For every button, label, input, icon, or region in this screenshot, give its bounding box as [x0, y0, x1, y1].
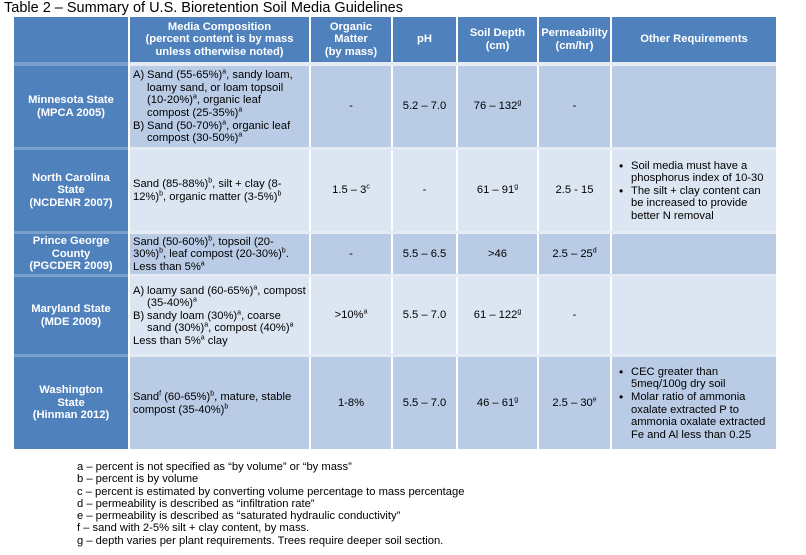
organic-maryland: >10%$^a$	[311, 277, 391, 354]
organic-prince-george: -	[311, 234, 391, 274]
footnote-c: c – percent is estimated by converting volume percentage to mass percentage	[77, 485, 465, 498]
state-maryland: Maryland State (MDE 2009)	[14, 277, 128, 354]
ph-prince-george: 5.5 – 6.5	[393, 234, 456, 274]
depth-prince-george: >46	[458, 234, 537, 274]
perm-maryland: -	[539, 277, 610, 354]
footnote-d: d – permeability is described as “infiltration rate”	[77, 497, 315, 510]
depth-north-carolina: 61 – 91$^g$	[458, 150, 537, 231]
list-item: • Molar ratio of ammonia oxalate extracted P to ammonia oxalate extracted Fe and Al less than 0.25	[631, 391, 773, 441]
header-organic-matter: Organic Matter (by mass)	[311, 17, 391, 62]
state-washington: Washington State (Hinman 2012)	[14, 357, 128, 449]
footnote-f: f – sand with 2-5% silt + clay content, by mass.	[77, 522, 310, 535]
other-maryland	[612, 277, 776, 354]
ph-washington: 5.5 – 7.0	[393, 357, 456, 449]
other-minnesota	[612, 66, 776, 147]
ph-minnesota: 5.2 – 7.0	[393, 66, 456, 147]
other-washington	[612, 357, 776, 449]
header-blank	[14, 17, 128, 62]
state-minnesota: Minnesota State (MPCA 2005)	[14, 66, 128, 147]
footnote-g: g – depth varies per plant requirements. Trees require deeper soil section.	[77, 534, 444, 547]
header-permeability: Permeability (cm/hr)	[539, 17, 610, 62]
list-item: • The silt + clay content can be increased to provide better N removal	[631, 185, 773, 223]
ph-maryland: 5.5 – 7.0	[393, 277, 456, 354]
other-north-carolina	[612, 150, 776, 231]
media-north-carolina: Sand $(85-88\%)^b$, silt + clay $(8-12\%)^b$, organic matter $(3-5\%)^b$	[130, 150, 309, 231]
perm-minnesota: -	[539, 66, 610, 147]
guidelines-table	[14, 17, 806, 449]
perm-north-carolina: 2.5 - 15	[539, 150, 610, 231]
depth-maryland: 61 – 122$^g$	[458, 277, 537, 354]
list-item: • Soil media must have a phosphorus index of 10-30	[631, 160, 773, 185]
table-caption: Table 2 – Summary of U.S. Bioretention Soil Media Guidelines	[4, 0, 403, 16]
depth-washington: 46 – 61$^g$	[458, 357, 537, 449]
media-minnesota: A) Sand $(55-65\%)^a$, sandy loam, loamy sand, or loam topsoil $(10-20\%)^a$, organic leaf compost $(25-35\%)^a$ B) Sand $(50-70\%)^a$, organic leaf compost $(30-50\%)^a$	[130, 66, 309, 147]
header-soil-depth: Soil Depth (cm)	[458, 17, 537, 62]
organic-north-carolina: 1.5 – 3$^c$	[311, 150, 391, 231]
perm-prince-george: 2.5 – 25$^d$	[539, 234, 610, 274]
footnote-b: b – percent is by volume	[77, 473, 199, 486]
perm-washington: 2.5 – 30e	[539, 357, 610, 449]
footnote-e: e – permeability is described as “saturated hydraulic conductivity”	[77, 510, 401, 523]
media-maryland: A) loamy sand $(60-65\%)^a$, compost $(35-40\%)^a$ B) sandy loam $(30\%)^a$, coarse sand $(30\%)^a$, compost $(40\%)^a$ Less than 5%$^a$ clay	[130, 277, 309, 354]
other-prince-george	[612, 234, 776, 274]
state-prince-george: Prince George County (PGCDER 2009)	[14, 234, 128, 274]
organic-minnesota: -	[311, 66, 391, 147]
header-other-requirements: Other Requirements	[612, 17, 776, 62]
list-item: • CEC greater than 5meq/100g dry soil	[631, 366, 773, 391]
organic-washington: 1-8%	[311, 357, 391, 449]
ph-north-carolina: -	[393, 150, 456, 231]
state-north-carolina: North Carolina State (NCDENR 2007)	[14, 150, 128, 231]
footnote-a: a – percent is not specified as “by volume” or “by mass”	[77, 461, 352, 473]
header-media-composition: Media Composition (percent content is by mass unless otherwise noted)	[130, 17, 309, 62]
depth-minnesota: 76 – 132$^g$	[458, 66, 537, 147]
footnotes	[77, 461, 464, 547]
header-ph: pH	[393, 17, 456, 62]
media-prince-george: Sand $(50-60\%)^b$, topsoil $(20-30\%)^b$, leaf compost $(20-30\%)^b$. Less than 5%$^a$	[130, 234, 309, 274]
media-washington: Sand$^f$ $(60-65\%)^b$, mature, stable compost $(35-40\%)^b$	[130, 357, 309, 449]
